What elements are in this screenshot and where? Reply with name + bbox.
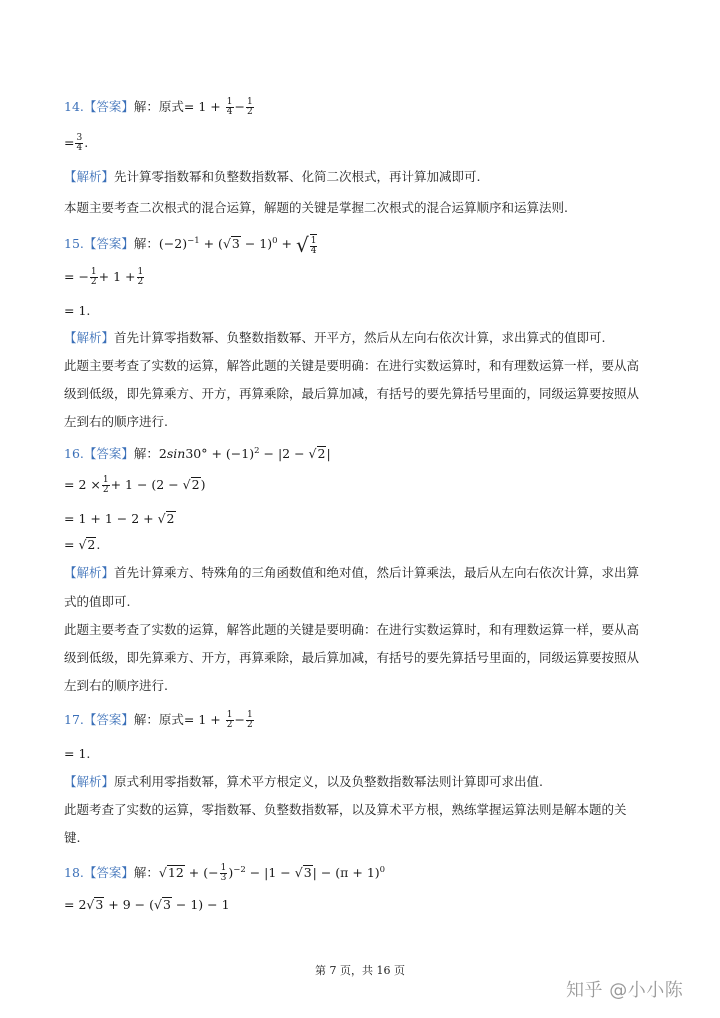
radicand: 2 — [317, 446, 326, 461]
math-text: − |1 − — [245, 865, 295, 880]
q18-step-line — [64, 896, 230, 914]
radicand: 3 — [95, 897, 104, 912]
math-text: − — [234, 712, 245, 727]
fraction: $\frac{1}{2}$ — [246, 97, 253, 117]
q18-answer-line — [64, 861, 385, 883]
summary-text: 键. — [64, 830, 81, 845]
radicand: 3 — [162, 897, 171, 912]
sqrt-sign: √ — [86, 897, 95, 912]
q15-summary-line-1 — [64, 357, 639, 375]
radicand: 2 — [166, 511, 175, 526]
radicand: 12 — [167, 865, 184, 880]
math-text: + ( — [199, 236, 223, 251]
question-number: 17. — [64, 712, 84, 727]
solution-label: 解：原式 — [133, 712, 184, 727]
analysis-tag: 【解析】 — [64, 330, 115, 345]
exponent: −2 — [233, 865, 246, 875]
fraction: $\frac{3}{4}$ — [76, 133, 83, 153]
analysis-text: 原式利用零指数幂，算术平方根定义，以及负整数指数幂法则计算即可求出值. — [114, 774, 543, 789]
math-text: ) — [228, 865, 234, 880]
summary-text: 左到右的顺序进行. — [64, 678, 168, 693]
summary-text: 此题主要考查了实数的运算，解答此题的关键是要明确：在进行实数运算时，和有理数运算一样，要从高 — [64, 622, 640, 637]
q16-summary-line-1 — [64, 621, 639, 639]
math-text: 2 — [158, 446, 167, 461]
q15-summary-line-2 — [64, 385, 639, 403]
q17-answer-line — [64, 711, 255, 730]
radicand: 3 — [231, 236, 240, 251]
analysis-text: 式的值即可. — [64, 594, 131, 609]
fraction: $\frac{1}{2}$ — [246, 710, 253, 730]
q15-step-line — [64, 268, 145, 287]
summary-text: 级到低级，即先算乘方、开方，再算乘除，最后算加减，有括号的要先算括号里面的，同级运算要按照从 — [64, 386, 640, 401]
question-number: 18. — [64, 865, 84, 880]
math-text: + 1 + — [98, 269, 136, 284]
fraction: $\frac{1}{2}$ — [137, 267, 144, 287]
q16-step-line-1 — [64, 476, 205, 495]
radicand: 3 — [303, 865, 312, 880]
math-text: − 1) − 1 — [171, 897, 230, 912]
q16-summary-line-3 — [64, 677, 168, 695]
q16-answer-line — [64, 442, 331, 463]
q16-summary-line-2 — [64, 649, 639, 667]
math-text: sin — [166, 446, 186, 461]
sqrt-sign: √ — [158, 865, 167, 880]
big-sqrt: √ $\frac{1}{4}$ — [295, 232, 317, 257]
radicand: 2 — [191, 477, 200, 492]
q15-answer-line — [64, 232, 318, 256]
sqrt-sign: √ — [182, 477, 191, 492]
q14-analysis-line — [64, 168, 481, 186]
fraction: $\frac{1}{3}$ — [220, 863, 227, 883]
q17-summary-line-1 — [64, 801, 627, 819]
math-text: − — [234, 99, 245, 114]
q14-summary-line — [64, 199, 568, 217]
q17-analysis-line — [64, 773, 543, 791]
math-text: = 1 + — [183, 99, 221, 114]
analysis-tag: 【解析】 — [64, 774, 115, 789]
q14-step-line — [64, 134, 88, 153]
watermark: 知乎 @小小陈 — [566, 980, 684, 1001]
q16-result-line — [64, 536, 100, 554]
question-number: 16. — [64, 446, 84, 461]
sqrt-sign: √ — [222, 236, 231, 251]
answer-tag: 【答案】 — [83, 236, 134, 251]
math-text: = 1 + — [183, 712, 221, 727]
fraction: $\frac{1}{2}$ — [226, 710, 233, 730]
q16-analysis-line-2 — [64, 593, 130, 611]
math-text: = − — [64, 269, 89, 284]
answer-tag: 【答案】 — [83, 446, 134, 461]
summary-text: 本题主要考查二次根式的混合运算，解题的关键是掌握二次根式的混合运算顺序和运算法则. — [64, 200, 568, 215]
q15-result-line — [64, 302, 90, 320]
sqrt-sign: √ — [154, 897, 162, 912]
exponent: −1 — [187, 236, 200, 246]
math-text: . — [96, 537, 101, 552]
question-number: 15. — [64, 236, 84, 251]
math-text: = 1. — [64, 303, 91, 318]
math-text: + — [277, 236, 292, 251]
summary-text: 此题主要考查了实数的运算，解答此题的关键是要明确：在进行实数运算时，和有理数运算一样，要从高 — [64, 358, 640, 373]
math-text: ) — [200, 477, 206, 492]
math-text: = 1. — [64, 746, 91, 761]
math-text: = — [64, 537, 79, 552]
sqrt-sign: √ — [157, 511, 166, 526]
q15-summary-line-3 — [64, 413, 168, 431]
math-text: . — [84, 135, 89, 150]
sqrt-sign: √ — [308, 446, 317, 461]
exponent: 0 — [272, 236, 278, 246]
summary-text: 级到低级，即先算乘方、开方，再算乘除，最后算加减，有括号的要先算括号里面的，同级运算要按照从 — [64, 650, 640, 665]
exponent: 2 — [254, 446, 260, 456]
math-text: = 2 × — [64, 477, 101, 492]
math-text: | − (π + 1) — [312, 865, 380, 880]
math-text: − 1) — [240, 236, 273, 251]
math-text: + (− — [184, 865, 219, 880]
q14-answer-line — [64, 98, 255, 117]
solution-label: 解： — [133, 236, 159, 251]
fraction: $\frac{1}{2}$ — [102, 475, 109, 495]
q15-analysis-line — [64, 329, 606, 347]
analysis-tag: 【解析】 — [64, 169, 115, 184]
q17-summary-line-2 — [64, 829, 80, 847]
solution-label: 解： — [133, 865, 159, 880]
analysis-tag: 【解析】 — [64, 565, 115, 580]
question-number: 14. — [64, 99, 84, 114]
math-text: | — [326, 446, 331, 461]
page-footer: 第 7 页，共 16 页 — [315, 964, 405, 977]
q16-step-line-2 — [64, 510, 176, 528]
math-text: = 1 + 1 − 2 + — [64, 511, 158, 526]
math-text: = — [64, 135, 75, 150]
analysis-text: 首先计算乘方、特殊角的三角函数值和绝对值，然后计算乘法，最后从左向右依次计算，求出算 — [114, 565, 640, 580]
answer-tag: 【答案】 — [83, 712, 134, 727]
analysis-text: 首先计算零指数幂、负整数指数幂、开平方，然后从左向右依次计算，求出算式的值即可. — [114, 330, 606, 345]
summary-text: 此题考查了实数的运算，零指数幂、负整数指数幂，以及算术平方根，熟练掌握运算法则是解本题的关 — [64, 802, 627, 817]
fraction: $\frac{1}{4}$ — [226, 97, 233, 117]
answer-tag: 【答案】 — [83, 99, 134, 114]
sqrt-sign: √ — [294, 865, 303, 880]
solution-label: 解：原式 — [133, 99, 184, 114]
fraction: $\frac{1}{2}$ — [90, 267, 97, 287]
exponent: 0 — [379, 865, 386, 875]
radicand: 2 — [87, 537, 96, 552]
math-text: + 1 − (2 − — [110, 477, 183, 492]
math-text: 30° + (−1) — [185, 446, 255, 461]
analysis-text: 先计算零指数幂和负整数指数幂、化简二次根式，再计算加减即可. — [114, 169, 481, 184]
q17-result-line — [64, 745, 90, 763]
summary-text: 左到右的顺序进行. — [64, 414, 168, 429]
q16-analysis-line-1 — [64, 564, 639, 582]
sqrt-sign: √ — [78, 537, 87, 552]
math-text: (−2) — [158, 236, 188, 251]
math-text: + 9 − ( — [104, 897, 154, 912]
math-text: − |2 − — [259, 446, 309, 461]
answer-tag: 【答案】 — [83, 865, 134, 880]
math-text: = 2 — [64, 897, 87, 912]
solution-label: 解： — [133, 446, 159, 461]
